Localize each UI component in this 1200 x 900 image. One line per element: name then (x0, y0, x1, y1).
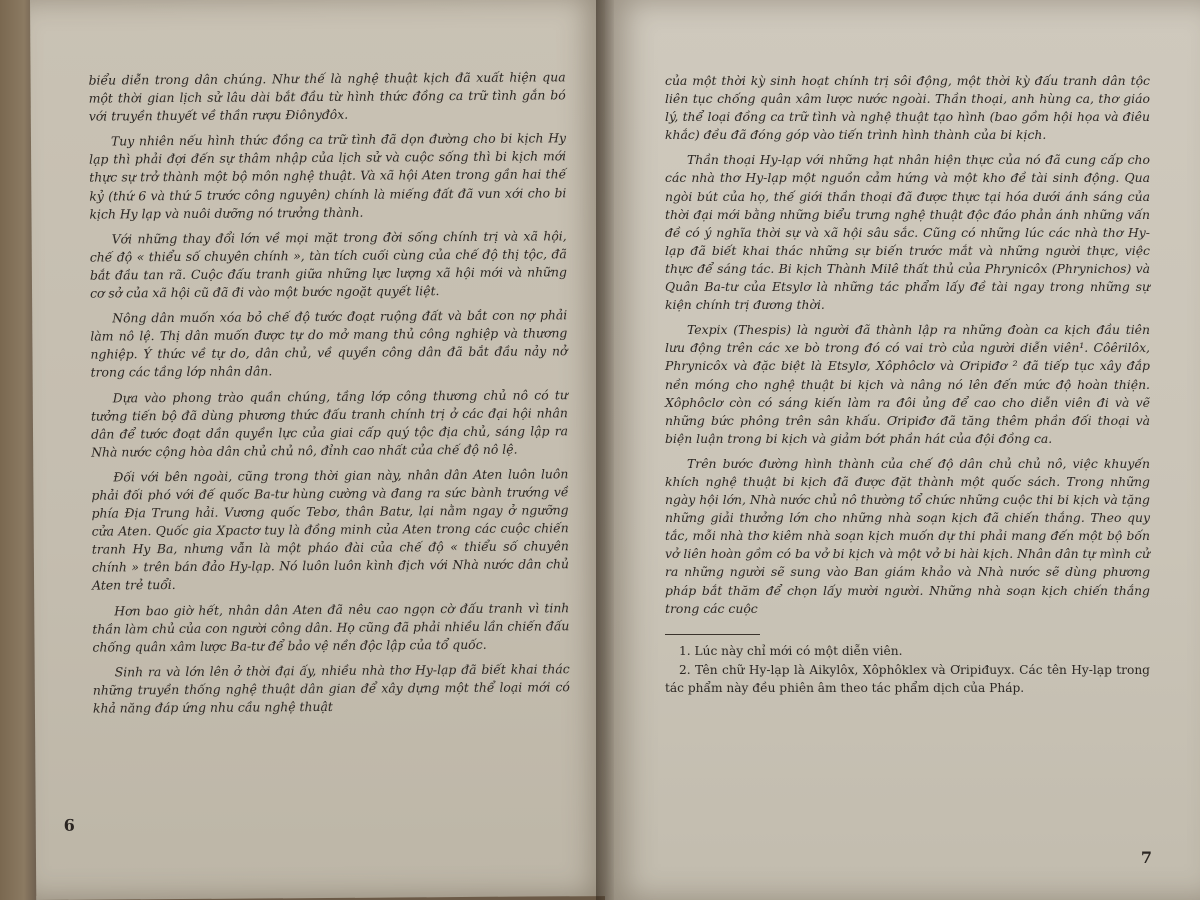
footnote: 2. Tên chữ Hy-lạp là Aikylôx, Xôphôklex và Ơripiđuyx. Các tên Hy-lạp trong tác phẩm này đều phiên âm theo tác phẩm dịch của Pháp. (665, 663, 1150, 695)
paragraph: Với những thay đổi lớn về mọi mặt trong đời sống chính trị và xã hội, chế độ « thiểu số chuyên chính », tàn tích cuối cùng của chế độ thị tộc, đã bắt đầu tan rã. Cuộc đấu tranh giữa những lực lượng xã hội mới và những cơ sở của xã hội cũ đã đi vào một bước ngoặt quyết liệt. (89, 228, 567, 301)
paragraph: Dựa vào phong trào quần chúng, tầng lớp công thương chủ nô có tư tưởng tiến bộ đã dùng phương thức đấu tranh chính trị ở các đại hội nhân dân để tước đoạt dần quyền lực của giai cấp quý tộc địa chủ, sáng lập ra Nhà nước cộng hòa dân chủ chủ nô, đỉnh cao nhất của chế độ nô lệ. (90, 386, 569, 460)
left-page (30, 0, 611, 900)
paragraph: biểu diễn trong dân chúng. Như thế là nghệ thuật kịch đã xuất hiện qua một thời gian lịch sử lâu dài bắt đầu từ hình thức đồng ca trữ tình gắn bó với truyền thuyết về thần rượu Điônyđôx. (88, 69, 566, 124)
footnote: 1. Lúc này chỉ mới có một diễn viên. (679, 643, 903, 658)
paragraph: Tuy nhiên nếu hình thức đồng ca trữ tình đã dọn đường cho bi kịch Hy lạp thì phải đợi đến sự thâm nhập của lịch sử và cuộc sống thì bi kịch mới thực sự trở thành một bộ môn nghệ thuật. Và xã hội Aten trong gần hai thế kỷ (thứ 6 và thứ 5 trước công nguyên) chính là miếng đất đã vun xới cho bi kịch Hy lạp và nuôi dưỡng nó trưởng thành. (89, 130, 567, 222)
page-number: 7 (1140, 848, 1152, 867)
paragraph: Thần thoại Hy-lạp với những hạt nhân hiện thực của nó đã cung cấp cho các nhà thơ Hy-lạp một nguồn cảm hứng và một kho đề tài sinh động. Qua ngòi bút của họ, thế giới thần thoại đã được thực tại hóa dưới ánh sáng của thời đại mới bằng những biểu trưng nghệ thuật độc đáo phản ánh những vấn đề có ý nghĩa thời sự và xã hội sâu sắc. Cũng có những lúc các nhà thơ Hy-lạp đã biết khai thác những sự biến trước mắt và những người thực, việc thực để sáng tác. Bi kịch Thành Milê thất thủ của Phrynicôx (Phrynichos) và Quân Ba-tư của Etsylơ là những tác phẩm lấy đề tài ngay trong những sự kiện chính trị đương thời. (665, 152, 1150, 313)
paragraph: Đối với bên ngoài, cũng trong thời gian này, nhân dân Aten luôn luôn phải đối phó với đế quốc Ba-tư hùng cường và đang ra sức bành trướng về phía Địa Trung hải. Vương quốc Tebơ, thân Batư, lại nằm ngay ở ngưỡng cửa Aten. Quốc gia Xpactơ tuy là đồng minh của Aten trong các cuộc chiến tranh Hy Ba, nhưng vẫn là một pháo đài của chế độ « thiểu số chuyên chính » trên bán đảo Hy-lạp. Nó luôn luôn kình địch với Nhà nước dân chủ Aten trẻ tuổi. (91, 466, 570, 594)
paragraph: của một thời kỳ sinh hoạt chính trị sôi động, một thời kỳ đấu tranh dân tộc liên tục chống quân xâm lược nước ngoài. Thần thoại, anh hùng ca, thơ giáo lý, thể loại đồng ca trữ tình và nghệ thuật tạo hình (bao gồm hội họa và điêu khắc) đều đã đóng góp vào tiến trình hình thành của bi kịch. (665, 73, 1150, 143)
paragraph: Sinh ra và lớn lên ở thời đại ấy, nhiều nhà thơ Hy-lạp đã biết khai thác những truyền thống nghệ thuật dân gian để xây dựng một thể loại mới có khả năng đáp ứng nhu cầu nghệ thuật (92, 661, 570, 716)
paragraph: Texpix (Thespis) là người đã thành lập ra những đoàn ca kịch đầu tiên lưu động trên các xe bò trong đó có vai trò của người diễn viên¹. Côêrilôx, Phrynicôx và đặc biệt là Etsylơ, Xôphôclơ và Ơripiđơ ² đã tiếp tục xây đắp nền móng cho nghệ thuật bi kịch và nâng nó lên đến mức độ hoàn thiện. Xôphôclơ còn có sáng kiến làm ra đôi ủng để cao cho diễn viên đi và vẽ những bức phông trên sân khấu. Ơripiđơ đã tăng thêm phần đối thoại và biện luận trong bi kịch và giảm bớt phần hát của đội đồng ca. (665, 322, 1150, 446)
book-gutter (596, 0, 614, 900)
paragraph: Trên bước đường hình thành của chế độ dân chủ chủ nô, việc khuyến khích nghệ thuật bi kịch đã được đặt thành một quốc sách. Trong những ngày hội lớn, Nhà nước chủ nô thường tổ chức những cuộc thi bi kịch và tặng những giải thưởng lớn cho những nhà soạn kịch đã chiến thắng. Theo quy tắc, mỗi nhà thơ kiêm nhà soạn kịch muốn dự thi phải mang đến một bộ bốn vở liên hoàn gồm có ba vở bi kịch và một vở bi hài kịch. Nhân dân tự mình cử ra những người sẽ sung vào Ban giám khảo và Nhà nước sẽ dùng phương pháp bắt thăm để chọn lấy mười người. Những nhà soạn kịch chiến thắng trong các cuộc (665, 455, 1150, 616)
page-number: 6 (63, 815, 75, 835)
paragraph: Hơn bao giờ hết, nhân dân Aten đã nêu cao ngọn cờ đấu tranh vì tinh thần làm chủ của con người công dân. Họ cũng đã phải nhiều lần chiến đấu chống quân xâm lược Ba-tư để bảo vệ nền độc lập của tổ quốc. (92, 599, 570, 655)
paragraph: Nông dân muốn xóa bỏ chế độ tước đoạt ruộng đất và bắt con nợ phải làm nô lệ. Thị dân muốn được tự do mở mang thủ công nghiệp và thương nghiệp. Ý thức về tự do, dân chủ, về quyền công dân đã bắt đầu nảy nở trong các tầng lớp nhân dân. (90, 307, 568, 380)
footnote-divider (665, 634, 760, 635)
right-page (605, 0, 1200, 900)
